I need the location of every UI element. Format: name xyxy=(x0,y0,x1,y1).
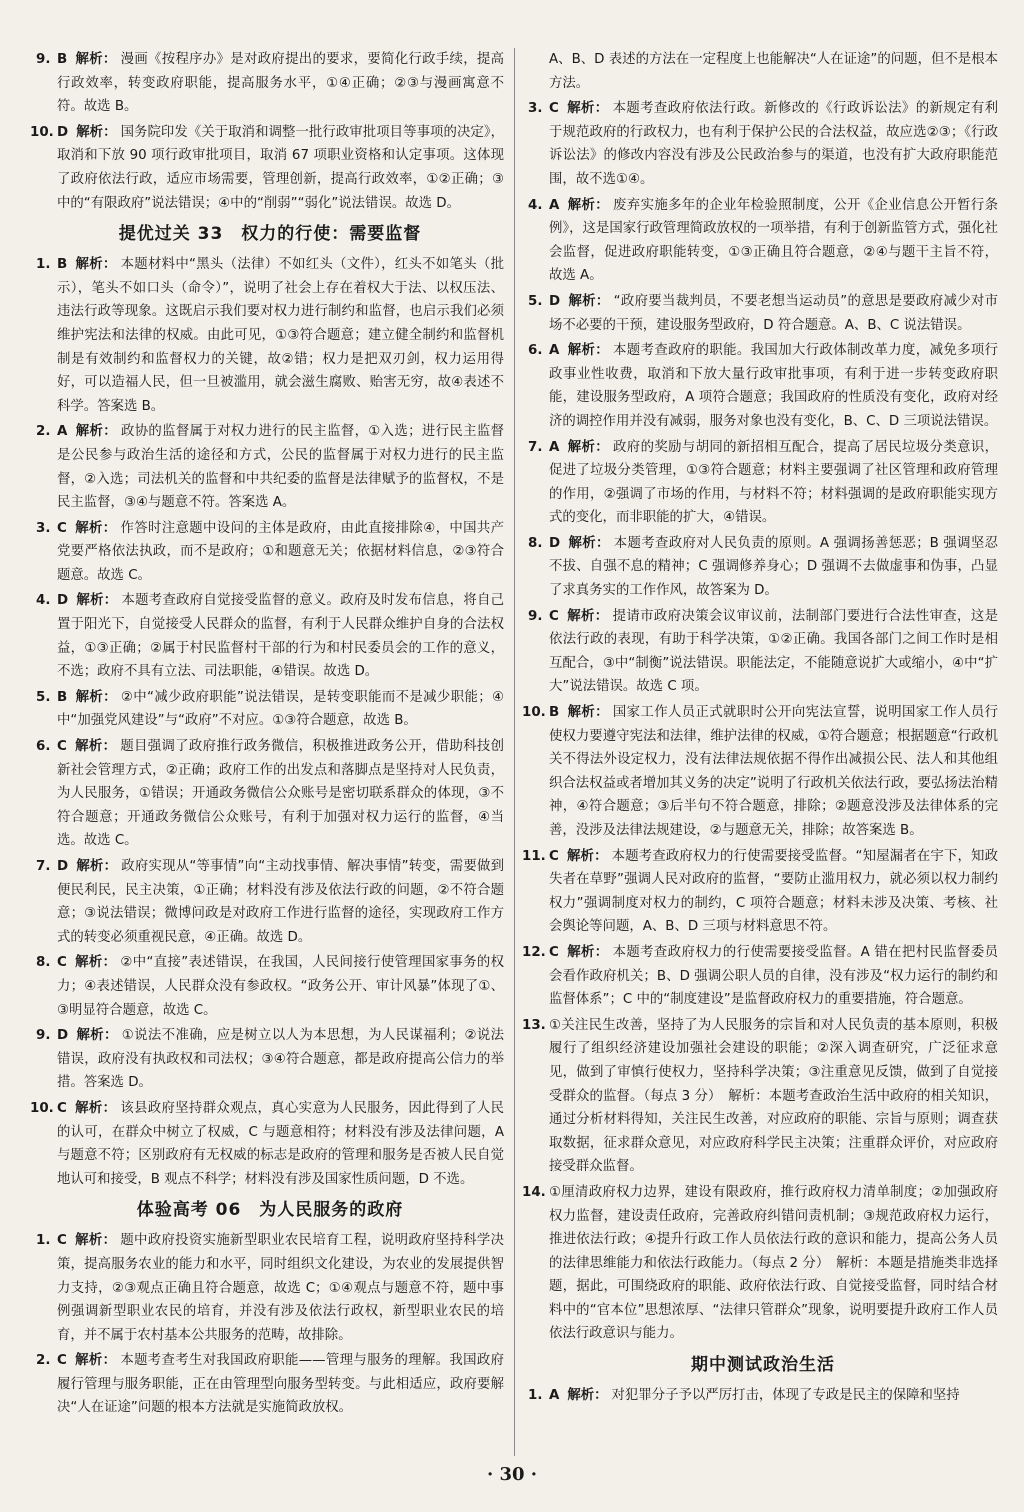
question-number: 10. xyxy=(30,124,54,140)
answer-item xyxy=(36,855,504,949)
answer-letter: C xyxy=(549,848,559,864)
analysis-label: 解析： xyxy=(74,1100,117,1116)
question-number: 8. xyxy=(36,955,51,971)
answer-text: 题目强调了政府推行政务微信，积极推进政务公开，借助科技创新社会管理方式，②正确；政府工作的出发点和落脚点是坚持对人民负责，为人民服务，①错误；开通政务微信公众账号是密切联系群众的体现，③不符合题意；开通政务微信公众账号，有利于加强对权力运行的监督，④当选。故选 C。 xyxy=(57,739,505,849)
section-title: 提优过关 33 权力的行使：需要监督 xyxy=(118,224,422,245)
answer-item xyxy=(36,1349,504,1420)
answer-item xyxy=(528,290,998,337)
analysis-label: 解析： xyxy=(568,535,610,551)
answer-item xyxy=(528,605,998,699)
answer-letter: B xyxy=(549,705,560,721)
analysis-label: 解析： xyxy=(74,739,117,755)
question-number: 10. xyxy=(30,1100,54,1116)
answer-letter: D xyxy=(549,293,561,309)
analysis-label: 解析： xyxy=(74,520,117,536)
question-number: 4. xyxy=(528,197,543,213)
analysis-label: 解析： xyxy=(76,593,118,609)
answer-item xyxy=(36,686,504,733)
answer-letter: B xyxy=(57,689,68,705)
answer-item xyxy=(36,420,504,514)
answer-letter: C xyxy=(549,944,559,960)
answer-item xyxy=(528,339,998,433)
answer-text: 废弃实施多年的企业年检验照制度，公开《企业信息公开暂行条例》，这是国家行政管理简政放权的一项举措，有利于创新监管方式，强化社会监督，促进政府职能转变，①③正确且符合题意，②④与题干主旨不符，故选 A。 xyxy=(549,197,999,284)
answer-letter: A xyxy=(549,343,560,359)
answer-item xyxy=(528,532,998,603)
question-number: 1. xyxy=(528,1388,543,1404)
analysis-label: 解析： xyxy=(567,1388,608,1404)
analysis-label: 解析： xyxy=(567,439,610,455)
section-title: 体验高考 06 为人民服务的政府 xyxy=(136,1200,404,1221)
answer-item xyxy=(36,517,504,588)
answer-text: 该县政府坚持群众观点，真心实意为人民服务，因此得到了人民的认可，在群众中树立了权威，C 与题意相符；材料没有涉及法律问题，A 与题意不符；区别政府有无权威的标志是政府的管理和服务是否被人民自觉地认可和接受，B 观点不科学；材料没有涉及国家性质问题，D 不选。 xyxy=(57,1100,505,1187)
answer-letter: C xyxy=(549,608,559,624)
answer-item xyxy=(36,589,504,683)
analysis-label: 解析： xyxy=(566,944,609,960)
answer-item xyxy=(522,941,999,1012)
question-number: 2. xyxy=(36,424,51,440)
answer-letter: A xyxy=(549,439,560,455)
answer-letter: C xyxy=(549,101,559,117)
answer-item xyxy=(528,436,998,530)
question-number: 10. xyxy=(522,705,546,721)
answer-item xyxy=(36,48,504,119)
answer-letter: D xyxy=(549,535,561,551)
answer-item xyxy=(528,1384,998,1408)
answer-item xyxy=(522,1014,998,1179)
answer-text: “政府要当裁判员，不要老想当运动员”的意思是要政府减少对市场不必要的干预，建设服务型政府，D 符合题意。A、B、C 说法错误。 xyxy=(549,293,999,333)
answer-text: 政府的奖励与胡同的新招相互配合，提高了居民垃圾分类意识，促进了垃圾分类管理，①③符合题意；材料主要强调了社区管理和政府管理的作用，②强调了市场的作用，与材料不符；材料强调的是政府职能实现方式的变化，而非职能的扩大，④错误。 xyxy=(549,439,999,526)
answer-letter: C xyxy=(57,955,67,971)
answer-item xyxy=(528,97,998,191)
analysis-label: 解析： xyxy=(567,197,610,213)
question-number: 8. xyxy=(528,535,543,551)
answer-text: 本题考查政府权力的行使需要接受监督。A 错在把村民监督委员会看作政府机关；B、D 强调公职人员的自律，没有涉及“权力运行的制约和监督体系”；C 中的“制度建设”是监督政府权力的重要措施，符合题意。 xyxy=(549,944,999,1008)
question-number: 5. xyxy=(528,293,543,309)
answer-letter: D xyxy=(57,593,69,609)
answer-letter: A xyxy=(57,424,68,440)
answer-letter: C xyxy=(57,1100,67,1116)
answer-text: 本题考查政府对人民负责的原则。A 强调扬善惩恶；B 强调坚忍不拔、自强不息的精神；C 强调修养身心；D 强调不去做虚事和伪事，凸显了求真务实的工作作风，故答案为 D。 xyxy=(549,535,999,599)
question-number: 13. xyxy=(522,1017,546,1033)
answer-letter: C xyxy=(57,1233,67,1249)
answer-text: ①厘清政府权力边界，建设有限政府，推行政府权力清单制度；②加强政府权力监督，建设责任政府，完善政府纠错问责机制；③规范政府权力运行，推进依法行政；④提升行政工作人员依法行政的意识和能力，提高公务人员的法律思维能力和依法行政能力。（每点 2 分） 解析：本题是措施类非选择题，据此，可围绕政府的职能、政府依法行政、自觉接受监督，同时结合材料中的“官本位”思想浓厚、“法律只管群众”现象，说明要提升政府工作人员依法行政意识与能力。 xyxy=(549,1184,998,1342)
answer-item xyxy=(30,1097,505,1191)
question-number: 11. xyxy=(522,848,546,864)
analysis-label: 解析： xyxy=(74,955,117,971)
right-column xyxy=(522,48,999,1410)
analysis-label: 解析： xyxy=(75,689,117,705)
analysis-label: 解析： xyxy=(567,705,609,721)
question-number: 2. xyxy=(36,1353,51,1369)
answer-text: 国家工作人员正式就职时公开向宪法宣誓，说明国家工作人员行使权力要遵守宪法和法律，维护法律的权威，①符合题意；根据题意“行政机关不得法外设定权力，没有法律法规依据不得作出减损公民、法人和其他组织合法权益或者增加其义务的决定”说明了行政机关依法行政，要弘扬法治精神，④符合题意；③后半句不符合题意，排除；②题意没涉及法律体系的完善，没涉及法律法规建设，②与题意无关，排除；故答案选 B。 xyxy=(549,705,999,838)
analysis-label: 解析： xyxy=(568,293,610,309)
answer-text: 本题材料中“黑头（法律）不如红头（文件），红头不如笔头（批示），笔头不如口头（命令）”，说明了社会上存在着权大于法、以权压法、违法行政等现象。这既启示我们要对权力进行制约和监督，也启示我们必须维护宪法和法律的权威。由此可见，①③符合题意；建立健全制约和监督机制是有效制约和监督权力的关键，故②错；权力是把双刃剑，权力运用得好，可以造福人民，但一旦被滥用，就会滋生腐败、贻害无穷，故④表述不科学。答案选 B。 xyxy=(57,257,504,414)
answer-text: 本题考查政府权力的行使需要接受监督。“知屋漏者在宇下，知政失者在草野”强调人民对政府的监督，“要防止滥用权力，就必须以权力制约权力”强调制度对权力的制约，C 项符合题意；材料未涉及决策、考核、社会舆论等问题，A、B、D 三项与材料意思不符。 xyxy=(549,848,998,935)
answer-letter: B xyxy=(57,52,68,67)
analysis-label: 解析： xyxy=(76,859,118,874)
question-number: 9. xyxy=(36,1028,51,1044)
answer-text: 题中政府投资实施新型职业农民培育工程，说明政府坚持科学决策，提高服务农业的能力和水平，同时组织文化建设，为农业的发展提供智力支持，②③观点正确且符合题意，故选 C；①④观点与题意不符，题中事例强调新型职业农民的培育，并没有涉及依法行政权，新型职业农民的培育，并不属于农村基本公共服务的范畴，故排除。 xyxy=(57,1233,505,1343)
analysis-label: 解析： xyxy=(566,848,608,864)
answer-letter: D xyxy=(57,124,69,140)
answer-letter: D xyxy=(57,1028,69,1044)
answer-text: 政府实现从“等事情”向“主动找事情、解决事情”转变，需要做到便民利民，民主决策，①正确；材料没有涉及依法行政的问题，②不符合题意；③说法错误；微博问政是对政府工作进行监督的途径，实现政府工作方式的转变必须重视民意，④正确。故选 D。 xyxy=(57,859,505,945)
answer-item xyxy=(522,701,999,843)
answer-item xyxy=(36,951,504,1022)
answer-text: ②中“减少政府职能”说法错误，是转变职能而不是减少职能；④中“加强党风建设”与“政府”不对应。①③符合题意，故选 B。 xyxy=(57,689,504,729)
analysis-label: 解析： xyxy=(566,101,609,117)
answer-item xyxy=(522,845,998,939)
question-number: 5. xyxy=(36,689,51,705)
question-number: 6. xyxy=(528,343,543,359)
analysis-label: 解析： xyxy=(74,1233,117,1249)
answer-text: 漫画《按程序办》是对政府提出的要求，要简化行政手续，提高行政效率，转变政府职能，提高服务水平，①④正确；②③与漫画寓意不符。故选 B。 xyxy=(57,52,504,115)
answer-letter: C xyxy=(57,739,67,755)
analysis-label: 解析： xyxy=(567,343,610,359)
answer-text: 本题考查考生对我国政府职能——管理与服务的理解。我国政府履行管理与服务职能，正在由管理型向服务型转变。与此相适应，政府要解决“人在证途”问题的根本方法就是实施简政放权。 xyxy=(57,1353,505,1416)
analysis-label: 解析： xyxy=(75,424,117,440)
answer-text: 对犯罪分子予以严厉打击，体现了专政是民主的保障和坚持 xyxy=(611,1388,960,1404)
answer-item xyxy=(36,1229,504,1347)
answer-letter: B xyxy=(57,257,68,273)
question-number: 9. xyxy=(36,52,51,67)
answer-letter: D xyxy=(57,859,69,874)
question-number: 1. xyxy=(36,1233,51,1249)
answer-text: 本题考查政府的职能。我国加大行政体制改革力度，减免多项行政事业性收费，取消和下放大量行政审批事项，有利于进一步转变政府职能，建设服务型政府，A 项符合题意；我国政府的性质没有变化，政府对经济的调控作用并没有减弱，服务对象也没有变化，B、C、D 三项说法错误。 xyxy=(549,343,999,429)
question-number: 7. xyxy=(36,859,51,874)
left-column xyxy=(30,48,505,1422)
question-number: 12. xyxy=(522,944,546,960)
question-number: 9. xyxy=(528,608,543,624)
analysis-label: 解析： xyxy=(566,608,609,624)
answer-text: 提请市政府决策会议审议前，法制部门要进行合法性审查，这是依法行政的表现，有助于科学决策，①②正确。我国各部门之间工作时是相互配合，③中“制衡”说法错误。职能法定，不能随意说扩大或缩小，④中“扩大”说法错误。故选 C 项。 xyxy=(549,608,999,695)
question-number: 7. xyxy=(528,439,543,455)
answer-item xyxy=(528,194,998,288)
answer-text: 本题考查政府自觉接受监督的意义。政府及时发布信息，将自己置于阳光下，自觉接受人民群众的监督，有利于人民群众维护自身的合法权益，①③正确；②属于村民监督村干部的行为和村民委员会的工作的意义，不选；政府不具有立法、司法职能，④错误。故选 D。 xyxy=(57,593,505,680)
question-number: 14. xyxy=(522,1184,546,1200)
answer-text: ①关注民生改善，坚持了为人民服务的宗旨和对人民负责的基本原则，积极履行了组织经济建设加强社会建设的职能；②深入调查研究，广泛征求意见，做到了审慎行使权力，坚持科学决策；③注重意见反馈，做到了自觉接受群众的监督。（每点 3 分） 解析：本题考查政治生活中政府的相关知识，通过分析材料得知，关注民生改善，对应政府的职能、宗旨与原则；调查获取数据，征求群众意见，对应政府科学民主决策；注重群众评价，对应政府接受群众监督。 xyxy=(549,1017,998,1175)
answer-text: ①说法不准确，应是树立以人为本思想，为人民谋福利；②说法错误，政府没有执政权和司法权；③④符合题意，都是政府提高公信力的举措。答案选 D。 xyxy=(57,1028,505,1091)
analysis-label: 解析： xyxy=(75,52,117,67)
answer-item xyxy=(30,121,504,215)
question-number: 1. xyxy=(36,257,51,273)
answer-item xyxy=(36,735,504,853)
section-title: 期中测试政治生活 xyxy=(691,1355,835,1376)
column-divider xyxy=(514,48,515,1456)
answer-text: 本题考查政府依法行政。新修改的《行政诉讼法》的新规定有利于规范政府的行政权力，也有利于保护公民的合法权益，故应选②③；《行政诉讼法》的修改内容没有涉及公民政治参与的渠道，也没有扩大政府职能范围，故不选①④。 xyxy=(549,101,999,187)
question-number: 4. xyxy=(36,593,51,609)
answer-letter: C xyxy=(57,520,67,536)
answer-text: A、B、D 表述的方法在一定程度上也能解决“人在证途”的问题，但不是根本方法。 xyxy=(549,52,998,91)
answer-text: ②中“直接”表述错误，在我国，人民间接行使管理国家事务的权力；④表述错误，人民群众没有参政权。“政务公开、审计风暴”体现了①、③明显符合题意，故选 C。 xyxy=(57,955,504,1018)
answer-letter: A xyxy=(549,1388,560,1404)
analysis-label: 解析： xyxy=(75,257,117,273)
answer-item xyxy=(36,253,504,418)
question-number: 3. xyxy=(36,520,51,536)
answer-letter: A xyxy=(549,197,560,213)
answer-text: 作答时注意题中设问的主体是政府，由此直接排除④，中国共产党要严格依法执政，而不是政府；①和题意无关；依据材料信息，②③符合题意。故选 C。 xyxy=(57,520,504,583)
analysis-label: 解析： xyxy=(74,1353,117,1369)
page-number: · 30 · xyxy=(486,1464,538,1485)
question-number: 3. xyxy=(528,101,543,117)
answer-item xyxy=(36,1024,504,1095)
answer-text: 政协的监督属于对权力进行的民主监督，①入选；进行民主监督是公民参与政治生活的途径和方式，公民的监督属于对权力进行的民主监督，②入选；司法机关的监督和中共纪委的监督是法律赋予的监督权，不是民主监督，③④与题意不符。答案选 A。 xyxy=(57,424,504,511)
answer-text: 国务院印发《关于取消和调整一批行政审批项目等事项的决定》，取消和下放 90 项行政审批项目，取消 67 项职业资格和认定事项。这体现了政府依法行政，适应市场需要，管理创新，提高行政效率，①②正确；③中的“有限政府”说法错误；④中的“削弱”“弱化”说法错误。故选 D。 xyxy=(57,124,504,211)
question-number: 6. xyxy=(36,739,51,755)
analysis-label: 解析： xyxy=(76,124,117,140)
analysis-label: 解析： xyxy=(76,1028,118,1044)
answer-item xyxy=(522,1181,998,1346)
answer-letter: C xyxy=(57,1353,67,1369)
continued-text xyxy=(528,48,998,95)
